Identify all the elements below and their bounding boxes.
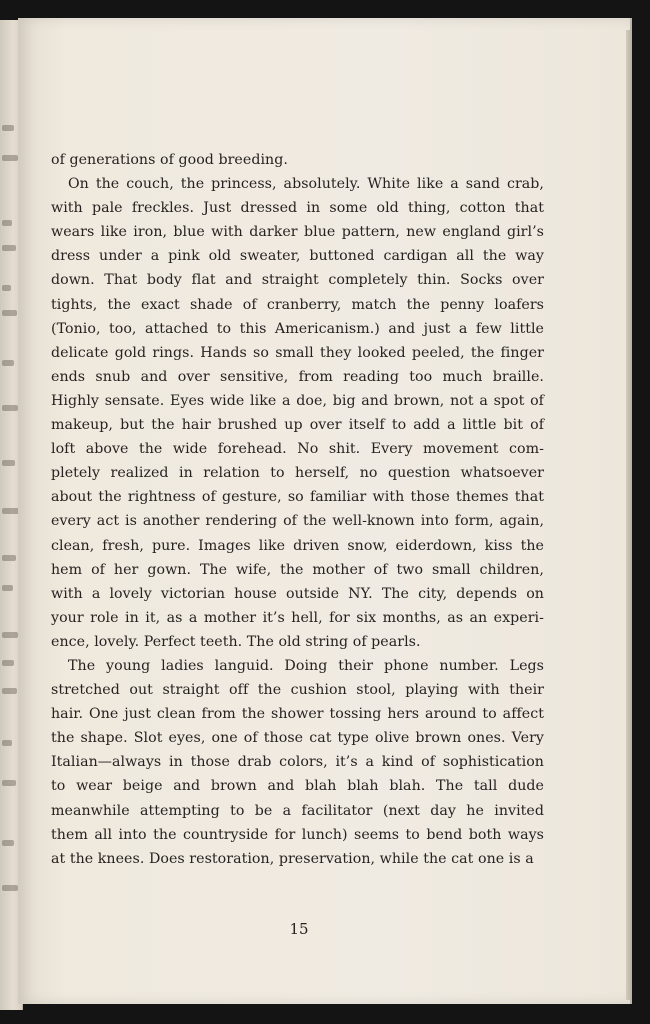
paragraph <box>51 148 544 172</box>
bleed-through-mark <box>2 688 17 694</box>
text-line: hem of her gown. The wife, the mother of two small children, <box>51 561 544 578</box>
text-line: tights, the exact shade of cranberry, match the penny loafers <box>51 296 544 313</box>
bleed-through-mark <box>2 780 16 786</box>
bleed-through-mark <box>2 125 14 131</box>
text-line: at the knees. Does restoration, preservation, while the cat one is a <box>51 850 534 867</box>
page-body-text <box>51 148 544 871</box>
text-line: Italian—always in those drab colors, it’s a kind of sophistication <box>51 754 544 771</box>
text-line: dress under a pink old sweater, buttoned cardigan all the way <box>51 248 544 265</box>
text-line: with pale freckles. Just dressed in some old thing, cotton that <box>51 200 544 217</box>
bleed-through-mark <box>2 508 19 514</box>
page-stack-edge <box>626 30 632 1000</box>
text-line: pletely realized in relation to herself, no question whatsoever <box>51 465 544 482</box>
text-line: wears like iron, blue with darker blue pattern, new england girl’s <box>51 224 544 241</box>
bleed-through-mark <box>2 740 12 746</box>
bleed-through-mark <box>2 660 14 666</box>
paragraph <box>51 654 544 871</box>
page-number: 15 <box>289 920 309 938</box>
bleed-through-mark <box>2 360 14 366</box>
bleed-through-mark <box>2 840 14 846</box>
text-line: loft above the wide forehead. No shit. Every movement com- <box>51 441 544 458</box>
text-line: with a lovely victorian house outside NY. The city, depends on <box>51 585 544 602</box>
text-line: The young ladies languid. Doing their phone number. Legs <box>68 657 544 674</box>
bleed-through-mark <box>2 585 13 591</box>
bleed-through-mark <box>2 245 16 251</box>
text-line: down. That body flat and straight completely thin. Socks over <box>51 272 544 289</box>
text-line: On the couch, the princess, absolutely. White like a sand crab, <box>68 176 544 193</box>
book-page <box>18 18 630 1004</box>
bleed-through-mark <box>2 155 18 161</box>
bleed-through-mark <box>2 405 18 411</box>
text-line: (Tonio, too, attached to this Americanism.) and just a few little <box>51 320 544 337</box>
bleed-through-mark <box>2 460 15 466</box>
bleed-through-mark <box>2 885 18 891</box>
text-line: of generations of good breeding. <box>51 152 288 168</box>
bleed-through-mark <box>2 632 18 638</box>
bleed-through-mark <box>2 285 11 291</box>
text-line: makeup, but the hair brushed up over itself to add a little bit of <box>51 417 544 434</box>
text-line: them all into the countryside for lunch) seems to bend both ways <box>51 826 544 843</box>
text-line: ends snub and over sensitive, from reading too much braille. <box>51 368 544 385</box>
text-line: to wear beige and brown and blah blah blah. The tall dude <box>51 778 544 795</box>
text-line: the shape. Slot eyes, one of those cat type olive brown ones. Very <box>51 730 544 747</box>
text-line: delicate gold rings. Hands so small they looked peeled, the finger <box>51 344 544 361</box>
text-line: hair. One just clean from the shower tossing hers around to affect <box>51 706 544 723</box>
text-line: every act is another rendering of the well-known into form, again, <box>51 513 544 530</box>
paragraph <box>51 172 544 654</box>
text-line: about the rightness of gesture, so familiar with those themes that <box>51 489 544 506</box>
text-line: ence, lovely. Perfect teeth. The old string of pearls. <box>51 633 421 650</box>
text-line: meanwhile attempting to be a facilitator (next day he invited <box>51 802 544 819</box>
text-line: clean, fresh, pure. Images like driven snow, eiderdown, kiss the <box>51 537 544 554</box>
bleed-through-mark <box>2 220 12 226</box>
bleed-through-mark <box>2 310 17 316</box>
text-line: Highly sensate. Eyes wide like a doe, big and brown, not a spot of <box>51 392 544 409</box>
text-line: your role in it, as a mother it’s hell, for six months, as an experi- <box>51 609 544 626</box>
bleed-through-mark <box>2 555 16 561</box>
text-line: stretched out straight off the cushion stool, playing with their <box>51 682 544 699</box>
